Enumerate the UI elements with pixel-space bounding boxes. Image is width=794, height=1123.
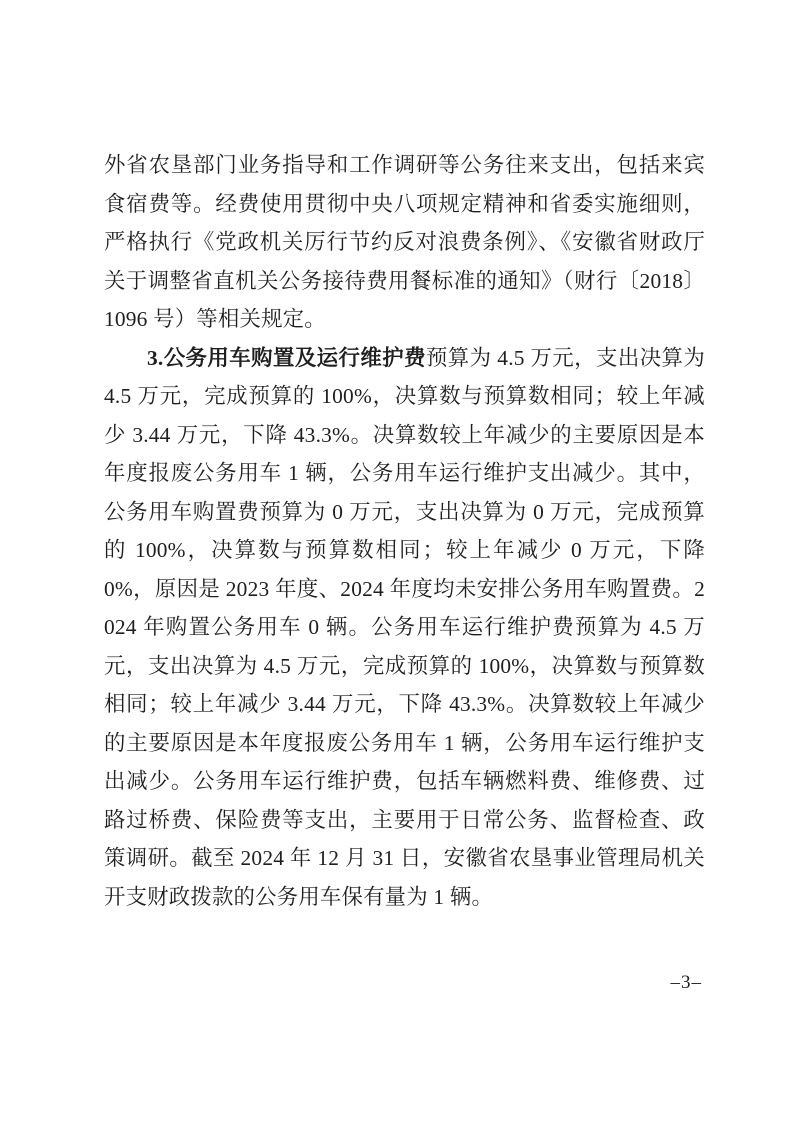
page-number: –3– xyxy=(670,972,702,993)
paragraph-continuation: 外省农垦部门业务指导和工作调研等公务往来支出，包括来宾食宿费等。经费使用贯彻中央八项规定精神和省委实施细则，严格执行《党政机关厉行节约反对浪费条例》、《安徽省财政厅关于调整省直机关公务接待费用餐标准的通知》（财行〔2018〕1096 号）等相关规定。 xyxy=(104,153,705,331)
paragraph-vehicle-expenses xyxy=(104,339,705,917)
section-heading-bold: 3.公务用车购置及运行维护费 xyxy=(147,345,426,370)
paragraph-vehicle-expenses-body: 预算为 4.5 万元，支出决算为 4.5 万元，完成预算的 100%，决算数与预算数相同；较上年减少 3.44 万元，下降 43.3%。决算数较上年减少的主要原因是本年度报废公务用车 1 辆，公务用车运行维护支出减少。其中，公务用车购置费预算为 0 万元，支出决算为 0 万元，完成预算的 100%，决算数与预算数相同；较上年减少 0 万元，下降 0%，原因是 2023 年度、2024 年度均未安排公务用车购置费。2024 年购置公务用车 0 辆。公务用车运行维护费预算为 4.5 万元，支出决算为 4.5 万元，完成预算的 100%，决算数与预算数相同；较上年减少 3.44 万元，下降 43.3%。决算数较上年减少的主要原因是本年度报废公务用车 1 辆，公务用车运行维护支出减少。公务用车运行维护费，包括车辆燃料费、维修费、过路过桥费、保险费等支出，主要用于日常公务、监督检查、政策调研。截至 2024 年 12 月 31 日，安徽省农垦事业管理局机关开支财政拨款的公务用车保有量为 1 辆。 xyxy=(104,345,706,909)
body-text xyxy=(104,146,705,916)
